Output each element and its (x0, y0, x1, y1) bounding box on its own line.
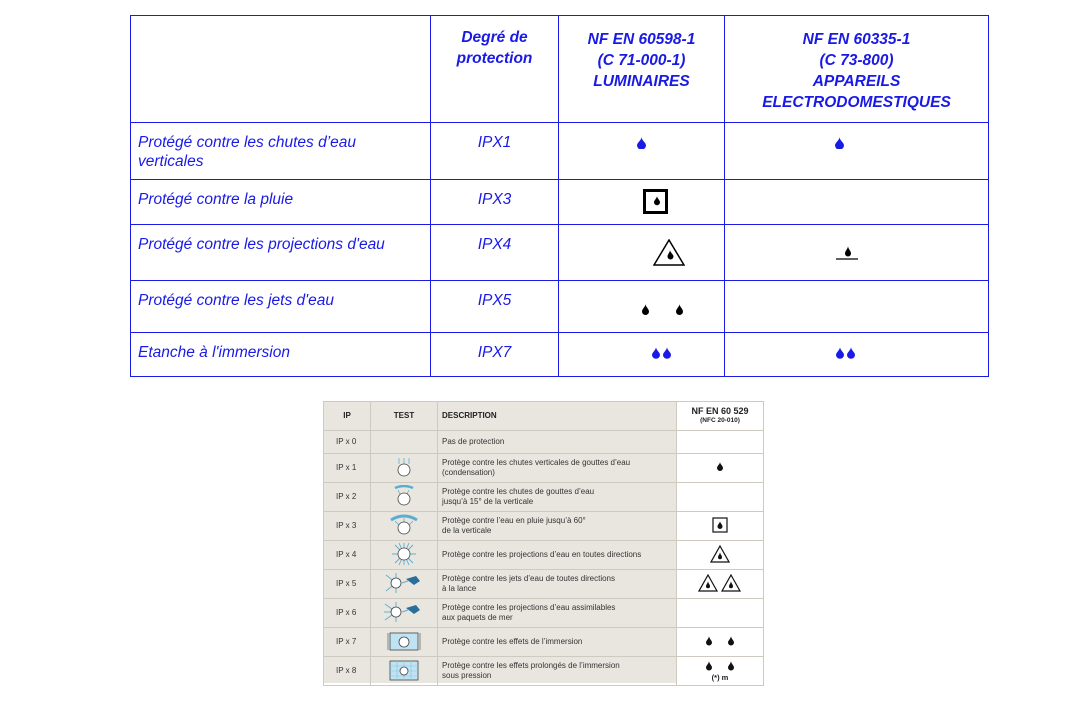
immersion-test-icon (371, 628, 438, 657)
description-line: aux paquets de mer (442, 613, 513, 622)
row-label-line: Protégé contre la pluie (138, 191, 294, 208)
row-label-line: verticales (138, 153, 204, 170)
row-lum-symbol (559, 333, 725, 377)
description-line: Protège contre les projections d’eau en toutes directions (442, 550, 642, 559)
row-label-line: Protégé contre les jets d'eau (138, 292, 334, 309)
vertical-drip-test-icon (371, 454, 438, 483)
framed-drop-icon (643, 189, 668, 219)
header-degree-line: Degré de (461, 29, 528, 46)
header-norm (677, 402, 764, 431)
double-drop-blue-icon (835, 345, 857, 364)
row-code: IPX4 (431, 225, 559, 281)
table-row (324, 541, 764, 570)
row-label-line: Protégé contre les projections d'eau (138, 236, 385, 253)
description (438, 657, 677, 686)
ip-code: IP x 3 (324, 512, 371, 541)
table-row (324, 599, 764, 628)
underlined-drop-icon (835, 245, 859, 266)
drop-icon (677, 454, 764, 483)
header-degree (431, 16, 559, 123)
header-luminaires (559, 16, 725, 123)
description-line: sous pression (442, 671, 492, 680)
row-label-line: Protégé contre les chutes d’eau (138, 134, 356, 151)
drop-blue-icon (637, 135, 646, 154)
header-app-line: APPAREILS (812, 73, 901, 90)
spray-test-icon (371, 541, 438, 570)
header-lum-line: (C 71-000-1) (597, 52, 686, 69)
description-line: jusqu’à 15° de la verticale (442, 497, 534, 506)
double-triangle-drop-icon (677, 570, 764, 599)
ip-code: IP x 4 (324, 541, 371, 570)
row-app-symbol (725, 225, 989, 281)
ip-code: IP x 1 (324, 454, 371, 483)
description (438, 512, 677, 541)
ip-code: IP x 5 (324, 570, 371, 599)
triangle-drop-icon (677, 541, 764, 570)
table-row (131, 123, 989, 180)
row-code: IPX3 (431, 180, 559, 225)
row-label (131, 333, 431, 377)
row-label-line: Etanche à l'immersion (138, 344, 290, 361)
row-label (131, 281, 431, 333)
ip-code: IP x 2 (324, 483, 371, 512)
description-line: Protège contre les jets d’eau de toutes directions (442, 574, 615, 583)
description-line: Pas de protection (442, 437, 505, 446)
double-drop-icon (677, 628, 764, 657)
ip-code: IP x 0 (324, 431, 371, 454)
nf-en-60529-table (323, 401, 763, 683)
row-app-symbol (725, 333, 989, 377)
pressure-immersion-test-icon (371, 657, 438, 686)
description (438, 599, 677, 628)
header-app-line: ELECTRODOMESTIQUES (762, 94, 951, 111)
table-row (131, 333, 989, 377)
double-drop-depth-icon (677, 657, 764, 686)
description-line: de la verticale (442, 526, 492, 535)
row-code: IPX1 (431, 123, 559, 180)
table-row (324, 454, 764, 483)
header-app-line: NF EN 60335-1 (802, 31, 911, 48)
row-label (131, 225, 431, 281)
header-description: DESCRIPTION (438, 402, 677, 431)
description-line: Protège contre les chutes de gouttes d’eau (442, 487, 595, 496)
framed-drop-icon (677, 512, 764, 541)
double-drop-black-icon (641, 303, 685, 322)
ip-code: IP x 8 (324, 657, 371, 686)
row-label (131, 123, 431, 180)
table-row (324, 657, 764, 686)
description (438, 541, 677, 570)
row-lum-symbol (559, 180, 725, 225)
header-degree-line: protection (456, 50, 533, 67)
description-line: (condensation) (442, 468, 495, 477)
rain-test-icon (371, 512, 438, 541)
table-row (131, 225, 989, 281)
row-lum-symbol (559, 281, 725, 333)
header-lum-line: NF EN 60598-1 (587, 31, 696, 48)
header-app-line: (C 73-800) (819, 52, 894, 69)
table-row (324, 628, 764, 657)
ip-protection-table (130, 15, 989, 377)
header-row (131, 16, 989, 123)
header-norm-sub: (NFC 20-010) (700, 417, 740, 424)
description-line: à la lance (442, 584, 477, 593)
norm-symbol-empty (677, 431, 764, 454)
description-line: Protège contre l’eau en pluie jusqu’à 60° (442, 516, 586, 525)
norm-symbol-empty (677, 599, 764, 628)
drop-blue-icon (835, 135, 844, 154)
row-code: IPX5 (431, 281, 559, 333)
row-app-symbol-empty (725, 281, 989, 333)
norm-symbol-empty (677, 483, 764, 512)
row-app-symbol (725, 123, 989, 180)
header-row (324, 402, 764, 431)
description (438, 628, 677, 657)
description-line: Protège contre les chutes verticales de gouttes d’eau (442, 458, 631, 467)
triangle-drop-icon (653, 239, 685, 271)
table-row (324, 570, 764, 599)
description (438, 454, 677, 483)
row-code: IPX7 (431, 333, 559, 377)
description (438, 483, 677, 512)
row-lum-symbol (559, 123, 725, 180)
description (438, 431, 677, 454)
table-row (324, 512, 764, 541)
description (438, 570, 677, 599)
row-lum-symbol (559, 225, 725, 281)
table-row (131, 281, 989, 333)
table-row (131, 180, 989, 225)
angled-drip-test-icon (371, 483, 438, 512)
table-row (324, 431, 764, 454)
jet-test-icon (371, 570, 438, 599)
row-app-symbol-empty (725, 180, 989, 225)
header-lum-line: LUMINAIRES (593, 73, 690, 90)
header-appareils (725, 16, 989, 123)
description-line: Protège contre les effets prolongés de l’immersion (442, 661, 620, 670)
description-line: Protège contre les projections d’eau assimilables (442, 603, 616, 612)
double-drop-blue-icon (651, 345, 673, 364)
header-empty (131, 16, 431, 123)
ip-code: IP x 7 (324, 628, 371, 657)
test-illustration-empty (371, 431, 438, 454)
header-norm-title: NF EN 60 529 (691, 406, 749, 416)
header-test: TEST (371, 402, 438, 431)
row-label (131, 180, 431, 225)
description-line: Protège contre les effets de l’immersion (442, 637, 583, 646)
depth-label: (*) m (711, 672, 729, 682)
header-ip: IP (324, 402, 371, 431)
heavy-seas-test-icon (371, 599, 438, 628)
table-row (324, 483, 764, 512)
ip-code: IP x 6 (324, 599, 371, 628)
